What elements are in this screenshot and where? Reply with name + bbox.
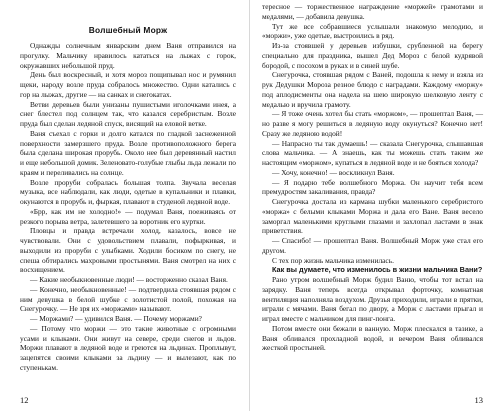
- paragraph: Однажды солнечным январским днем Ваня отправился на прогулку. Мальчику нравилось кататься на лыжах с горок, окружавших небольшой пруд.: [20, 41, 236, 70]
- paragraph: Возле проруби собралась большая толпа. Звучала веселая музыка, все наблюдали, как люди, одетые в купальники и плавки, окунаются в прорубь и, фыркая, плавают в студеной ледяной воде.: [20, 177, 236, 206]
- page-number-right: 13: [474, 395, 483, 405]
- paragraph: — Какие необыкновенные люди! — восторженно сказал Ваня.: [30, 275, 228, 284]
- paragraph: — Я тоже очень хотел бы стать «моржом», — прошептал Ваня, — но разве я могу решиться в ледяную воду окунуться? Конечно нет! Сразу же ледяною водой!: [262, 109, 483, 138]
- story-title: Волшебный Морж: [88, 25, 168, 35]
- paragraph: С тех пор жизнь мальчика изменилась.: [272, 255, 394, 265]
- discussion-question: Как вы думаете, что изменилось в жизни мальчика Вани?: [272, 265, 483, 275]
- paragraph: Снегурочка, стоявшая рядом с Ваней, подошла к нему и взяла из рук Дедушки Мороза резное блюдо с наградами. Каждому «моржу» под аплодисменты она надела на шею широкую шелковую ленту с медалью и вручила грамоту.: [262, 70, 483, 109]
- paragraph: Пловцы и правда встречали холод, казалось, вовсе не чувствовали. Они с удовольствием плавали, пофыркивая, и выходили из проруби с улыбками. Ходили босиком по снегу, не спеша обтирались махровыми простынями. Ваня смотрел на них с восхищением.: [20, 226, 236, 275]
- paragraph: Снегурочка достала из кармана шубки маленького серебристого «моржа» с белыми клыками Моржа и дала его Ване. Ваня весело заморгал маленькими круглыми глазами и захлопал ластами в знак приветствия.: [262, 197, 483, 236]
- paragraph: — Напрасно ты так думаешь! — сказала Снегурочка, слышавшая слова мальчика. — А знаешь, как ты можешь стать таким же настоящим «моржом», купаться в ледяной воде и не бояться холода?: [262, 138, 483, 167]
- paragraph: — Моржами? — удивился Ваня. — Почему моржами?: [30, 314, 202, 323]
- paragraph: «Брр, как им не холодно!» — подумал Ваня, поеживаясь от резкого порыва ветра, залетевшего за воротник его куртки.: [20, 206, 236, 226]
- paragraph: Рано утром волшебный Морж будил Ваню, чтобы тот встал на зарядку. Ваня теперь всегда открывал форточку, комнатная вентиляция наполняла воздухом. Друзья приходили, играли в прятки, играли с мячами. Ваня бегал по двору, а Морж с ластами прыгал и играл вместе с мальчиком для пинг-понга.: [262, 275, 483, 323]
- paragraph: — Хочу, конечно! — воскликнул Ваня.: [272, 167, 395, 177]
- paragraph: Потом вместе они бежали в ванную. Морж плескался в тазике, а Ваня обливался прохладной водой, и вечером Ваня обливался жесткой простыней.: [262, 323, 483, 353]
- right-page: [250, 0, 500, 411]
- paragraph: — Я подарю тебе волшебного Моржа. Он научит тебя всем премудростям закаливания, правда?: [262, 177, 483, 197]
- paragraph: — Потому что моржи — это такие животные с огромными усами и клыками. Они живут на севере, среди снегов и льдов. Моржи плавают в ледяной воде и греются на льдинах. Проплывут, зацепятся своими клыками за льдину — и вылезают, как по ступенькам.: [20, 323, 236, 372]
- paragraph: Тут же все собравшиеся услышали знакомую мелодию, и «моржи», уже одетые, выстроились в ряд.: [262, 21, 483, 41]
- paragraph: День был воскресный, и хотя мороз пощипывал нос и румянил щеки, народу возле пруда собралось множество. Одни катались с гор на лыжах, другие — на санках и снегокатах.: [20, 70, 236, 99]
- page-number-left: 12: [20, 395, 29, 405]
- paragraph: Ветви деревьев были унизаны пушистыми иголочками инея, а снег блестел под солнцем так, что казался серебристым. Возле пруда был сделан ледяной спуск, висящий на еловой ветке.: [20, 99, 236, 128]
- paragraph: — Конечно, необыкновенные! — подтвердила стоявшая рядом с ним девушка в белой шубке с золотистой полой, похожая на Снегурочку. — Не зря их «моржами» называют.: [20, 284, 236, 314]
- paragraph: — Спасибо! — прошептал Ваня. Волшебный Морж уже стал его другом.: [262, 236, 483, 255]
- paragraph: Из-за стоявшей у деревьев избушки, срубленной на берегу специально для праздника, вышел Дед Мороз с белой кудрявой бородой, с посохом в руках и в синей шубе.: [262, 41, 483, 70]
- paragraph: Ваня съехал с горки и долго катался по гладкой заснеженной поверхности замерзшего пруда. Возле противоположного берега была сделана широкая прорубь. Около нее был деревянный настил и еще небольшой домик. Зеленовато-голубые глыбы льда лежали по краям и переливались на солнце.: [20, 128, 236, 177]
- paragraph: тересное — торжественное награждение «моржей» грамотами и медалями, — добавила девушка.: [262, 2, 483, 21]
